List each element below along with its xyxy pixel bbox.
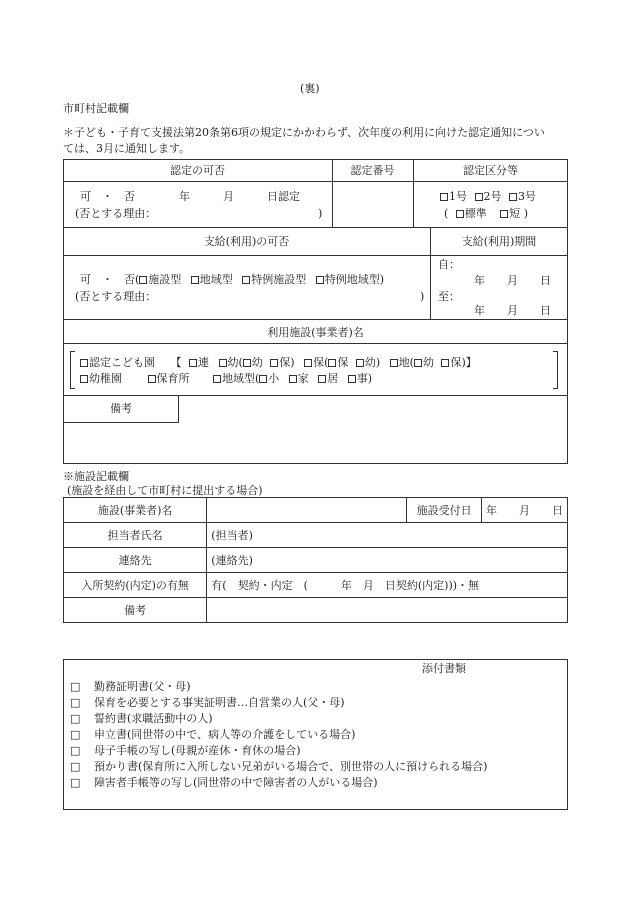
- facility-remarks-field[interactable]: [207, 598, 568, 623]
- left-bracket: [70, 351, 75, 389]
- youchien-checkbox[interactable]: [80, 375, 88, 383]
- attachment-checkbox[interactable]: □: [70, 696, 81, 709]
- attachment-item[interactable]: □ 勤務証明書(父・母): [70, 680, 191, 693]
- remarks-field[interactable]: [70, 430, 560, 458]
- contact-field[interactable]: (連絡先): [207, 548, 568, 573]
- received-date-field[interactable]: 年 月 日: [481, 498, 567, 523]
- attachment-checkbox[interactable]: □: [70, 728, 81, 741]
- attachment-item[interactable]: □ 障害者手帳等の写し(同世帯の中で障害者の人がいる場合): [70, 776, 378, 789]
- notice-line-1: ＊子ども・子育て支援法第20条第6項の規定にかかわらず、次年度の利用に向けた認定通知につい: [63, 126, 545, 139]
- attachment-item[interactable]: □ 誓約書(求職活動中の人): [70, 712, 213, 725]
- ho-ho-checkbox[interactable]: [328, 359, 336, 367]
- period-to-date: 年 月 日: [474, 304, 551, 317]
- facility-type-4-label: 特例地域型): [324, 273, 385, 286]
- ho-checkbox[interactable]: [304, 359, 312, 367]
- contract-field[interactable]: 有( 契約・内定 ( 年 月 日契約(内定)))・無: [207, 573, 568, 598]
- you-you-checkbox[interactable]: [243, 359, 251, 367]
- ji-checkbox[interactable]: [348, 375, 356, 383]
- attachment-item[interactable]: □ 申立書(同世帯の中で、病人等の介護をしている場合): [70, 728, 356, 741]
- benefit-reason-label: (否とする理由：: [75, 290, 157, 303]
- benefit-approval-line: [80, 273, 384, 286]
- facility-type-1-checkbox[interactable]: [139, 276, 147, 284]
- facility-name-field[interactable]: [207, 498, 407, 523]
- municipality-section-title: 市町村記載欄: [63, 102, 129, 115]
- staff-label: 担当者氏名: [64, 523, 207, 548]
- chi-checkbox[interactable]: [390, 359, 398, 367]
- facility-name-line-1: 認定こども園 【 連 幼( 幼 保) 保( 保 幼) 地( 幼 保)】: [80, 356, 477, 369]
- chi-ho-checkbox[interactable]: [441, 359, 449, 367]
- facility-name-line-2: 幼稚園 保育所 地域型( 小 家 居 事): [80, 372, 372, 385]
- attachment-checkbox[interactable]: □: [70, 776, 81, 789]
- attachment-item[interactable]: □ 保育を必要とする事実証明書…自営業の人(父・母): [70, 696, 345, 709]
- sho-checkbox[interactable]: [259, 375, 267, 383]
- contract-label: 入所契約(内定)の有無: [64, 573, 207, 598]
- duration-short-label: 短: [509, 207, 521, 220]
- benefit-period-header: 支給(利用)期間: [461, 235, 537, 248]
- kyo-checkbox[interactable]: [318, 375, 326, 383]
- page-side-label: (裏): [300, 82, 320, 95]
- duration-standard-checkbox[interactable]: [456, 210, 464, 218]
- certification-approval-line: 可 ・ 否 年 月 日認定: [80, 190, 300, 203]
- benefit-reason-close: ): [420, 290, 425, 303]
- category-1-label: 1号: [449, 190, 467, 203]
- attachment-checkbox[interactable]: □: [70, 744, 81, 757]
- duration-options: ( 標準 短 ): [444, 207, 529, 220]
- facility-type-2-checkbox[interactable]: [191, 276, 199, 284]
- category-options: [440, 190, 536, 203]
- certification-category-header: 認定区分等: [463, 164, 518, 177]
- facility-name-header: 利用施設(事業者)名: [267, 326, 364, 339]
- attachment-checkbox[interactable]: □: [70, 760, 81, 773]
- ren-checkbox[interactable]: [189, 359, 197, 367]
- category-1-checkbox[interactable]: [440, 193, 448, 201]
- facility-type-4-checkbox[interactable]: [316, 276, 324, 284]
- certification-approval-header: 認定の可否: [170, 164, 225, 177]
- received-date-label: 施設受付日: [407, 498, 482, 523]
- facility-section-subtitle: (施設を経由して市町村に提出する場合): [67, 484, 263, 497]
- facility-type-3-label: 特例施設型: [251, 273, 307, 286]
- period-from-label: 自：: [438, 258, 460, 271]
- attachment-item[interactable]: □ 母子手帳の写し(母親が産休・育休の場合): [70, 744, 301, 757]
- duration-standard-label: 標準: [464, 207, 487, 220]
- certification-number-header: 認定番号: [350, 164, 395, 177]
- facility-type-3-checkbox[interactable]: [242, 276, 250, 284]
- category-3-label: 3号: [518, 190, 536, 203]
- attachment-item[interactable]: □ 預かり書(保育所に入所しない兄弟がいる場合で、別世帯の人に預けられる場合): [70, 760, 488, 773]
- facility-type-2-label: 地域型: [199, 273, 233, 286]
- facility-type-1-label: 施設型: [148, 273, 182, 286]
- period-from-date: 年 月 日: [474, 274, 551, 287]
- facility-remarks-label: 備考: [64, 598, 207, 623]
- facility-table: [63, 497, 568, 623]
- attachment-checkbox[interactable]: □: [70, 712, 81, 725]
- right-bracket: [553, 351, 558, 389]
- you-ho-checkbox[interactable]: [270, 359, 278, 367]
- you-checkbox[interactable]: [219, 359, 227, 367]
- benefit-approval-prefix: 可 ・ 否(: [80, 273, 140, 286]
- category-2-label: 2号: [483, 190, 502, 203]
- contact-label: 連絡先: [64, 548, 207, 573]
- period-to-label: 至：: [438, 290, 460, 303]
- duration-short-checkbox[interactable]: [500, 210, 508, 218]
- hoikusho-checkbox[interactable]: [148, 375, 156, 383]
- staff-field[interactable]: (担当者): [207, 523, 568, 548]
- certification-reason-close: ): [318, 207, 323, 220]
- chiikigata-checkbox[interactable]: [213, 375, 221, 383]
- ho-you-checkbox[interactable]: [356, 359, 364, 367]
- attachment-checkbox[interactable]: □: [70, 680, 81, 693]
- category-3-checkbox[interactable]: [509, 193, 517, 201]
- facility-section-title: ※施設記載欄: [63, 470, 129, 483]
- category-2-checkbox[interactable]: [475, 193, 483, 201]
- ka-checkbox[interactable]: [289, 375, 297, 383]
- chi-you-checkbox[interactable]: [414, 359, 422, 367]
- facility-name-label: 施設(事業者)名: [64, 498, 207, 523]
- remarks-label: 備考: [110, 402, 132, 415]
- attachments-title: 添付書類: [422, 662, 466, 675]
- kodomoen-checkbox[interactable]: [80, 359, 88, 367]
- notice-line-2: ては、3月に通知します。: [63, 142, 191, 155]
- benefit-approval-header: 支給(利用)の可否: [203, 235, 290, 248]
- certification-reason-label: (否とする理由：: [75, 207, 157, 220]
